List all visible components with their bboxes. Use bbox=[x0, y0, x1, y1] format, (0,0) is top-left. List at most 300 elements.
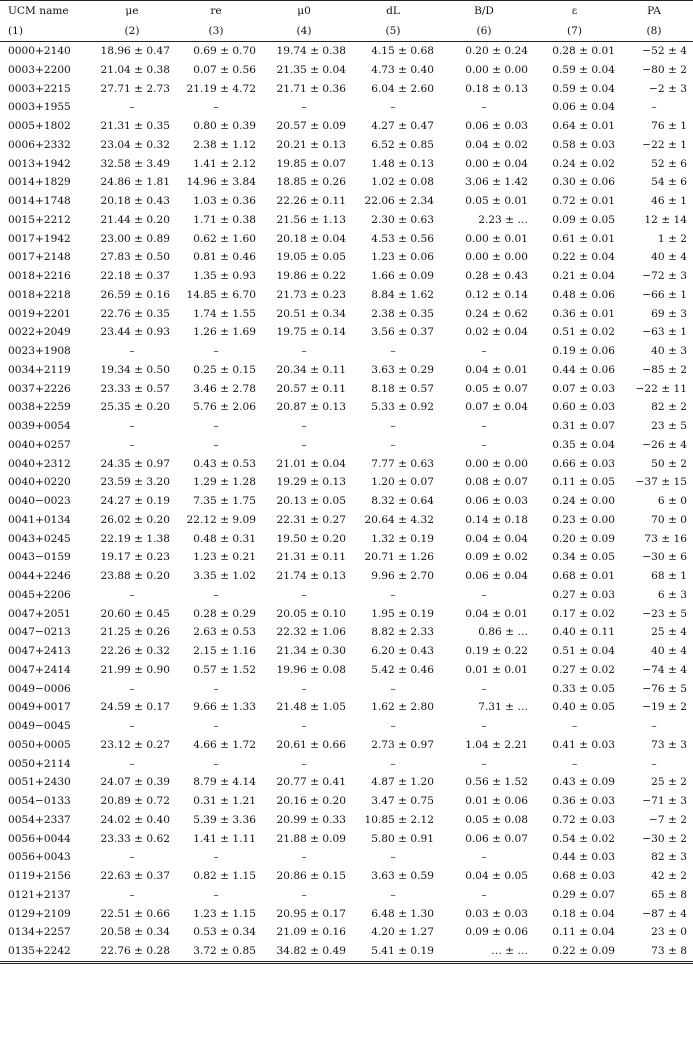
col-number-4: (4) bbox=[262, 21, 352, 42]
cell-d-l: 9.96 ± 2.70 bbox=[371, 570, 434, 582]
table-row bbox=[0, 98, 693, 117]
cell-mu-e: 19.34 ± 0.50 bbox=[100, 363, 170, 376]
cell-bulge-disk: 0.04 ± 0.01 bbox=[465, 363, 528, 376]
cell-r-e: 0.53 ± 0.34 bbox=[193, 926, 256, 939]
cell-mu-0: – bbox=[301, 420, 307, 432]
cell-pa: – bbox=[651, 757, 657, 770]
cell-ucm-name: 0047+2051 bbox=[8, 607, 71, 620]
cell-ucm-name: 0014+1748 bbox=[8, 195, 71, 207]
cell-ellipticity: 0.11 ± 0.04 bbox=[552, 926, 615, 939]
table-row bbox=[0, 323, 693, 342]
cell-mu-0: 19.96 ± 0.08 bbox=[276, 663, 346, 676]
cell-d-l: – bbox=[390, 438, 396, 451]
cell-ellipticity: 0.07 ± 0.03 bbox=[552, 382, 615, 395]
cell-ucm-name: 0049+0017 bbox=[8, 701, 71, 714]
cell-d-l: 22.06 ± 2.34 bbox=[364, 195, 434, 207]
col-header-d-l: dL bbox=[352, 1, 440, 22]
cell-pa: 68 ± 1 bbox=[651, 570, 687, 582]
cell-mu-e: 21.25 ± 0.26 bbox=[100, 626, 170, 639]
cell-d-l: 3.63 ± 0.59 bbox=[371, 870, 434, 882]
table-row bbox=[0, 661, 693, 680]
cell-bulge-disk: 0.00 ± 0.00 bbox=[465, 457, 528, 470]
cell-pa: −23 ± 5 bbox=[642, 607, 687, 620]
cell-d-l: 4.53 ± 0.56 bbox=[371, 232, 434, 245]
cell-ellipticity: 0.22 ± 0.09 bbox=[552, 945, 615, 957]
cell-ellipticity: 0.60 ± 0.03 bbox=[552, 401, 615, 414]
cell-pa: −80 ± 2 bbox=[642, 63, 687, 76]
cell-mu-0: – bbox=[301, 720, 307, 732]
col-header-mu-0: μ0 bbox=[262, 1, 352, 22]
cell-mu-0: – bbox=[301, 682, 307, 695]
table-row bbox=[0, 511, 693, 530]
cell-mu-e: 21.99 ± 0.90 bbox=[100, 663, 170, 676]
col-header-bulge-disk: B/D bbox=[440, 1, 534, 22]
cell-bulge-disk: 0.05 ± 0.07 bbox=[465, 382, 528, 395]
cell-mu-0: 20.13 ± 0.05 bbox=[276, 495, 346, 507]
cell-ucm-name: 0047+2414 bbox=[8, 663, 71, 676]
cell-mu-0: 19.85 ± 0.07 bbox=[276, 157, 346, 170]
cell-mu-0: 20.51 ± 0.34 bbox=[276, 307, 346, 320]
cell-ellipticity: 0.31 ± 0.07 bbox=[552, 420, 615, 432]
cell-mu-e: 18.96 ± 0.47 bbox=[100, 45, 170, 57]
col-header-mu-e: μe bbox=[94, 1, 176, 22]
table-row bbox=[0, 642, 693, 661]
cell-mu-e: 24.59 ± 0.17 bbox=[100, 701, 170, 714]
cell-d-l: 1.20 ± 0.07 bbox=[371, 476, 434, 489]
cell-ellipticity: 0.54 ± 0.02 bbox=[552, 832, 615, 845]
cell-mu-0: 19.50 ± 0.20 bbox=[276, 532, 346, 545]
cell-mu-e: – bbox=[129, 851, 135, 864]
table-row bbox=[0, 117, 693, 136]
cell-r-e: 3.35 ± 1.02 bbox=[193, 570, 256, 582]
cell-d-l: 8.82 ± 2.33 bbox=[371, 626, 434, 639]
cell-bulge-disk: 0.04 ± 0.04 bbox=[465, 532, 528, 545]
cell-d-l: 8.18 ± 0.57 bbox=[371, 382, 434, 395]
cell-ellipticity: 0.36 ± 0.01 bbox=[552, 307, 615, 320]
cell-bulge-disk: 0.02 ± 0.04 bbox=[465, 326, 528, 339]
table-row bbox=[0, 305, 693, 324]
header-names-row bbox=[0, 1, 693, 22]
cell-bulge-disk: 0.03 ± 0.03 bbox=[465, 907, 528, 920]
cell-ellipticity: 0.30 ± 0.06 bbox=[552, 176, 615, 189]
table-row bbox=[0, 267, 693, 286]
cell-ucm-name: 0005+1802 bbox=[8, 120, 71, 132]
table-row bbox=[0, 248, 693, 267]
cell-ellipticity: 0.20 ± 0.09 bbox=[552, 532, 615, 545]
cell-pa: −37 ± 15 bbox=[635, 476, 687, 489]
cell-d-l: 4.27 ± 0.47 bbox=[371, 120, 434, 132]
cell-d-l: 6.52 ± 0.85 bbox=[371, 138, 434, 151]
cell-d-l: 5.80 ± 0.91 bbox=[371, 832, 434, 845]
cell-bulge-disk: 0.12 ± 0.14 bbox=[465, 288, 528, 301]
cell-bulge-disk: 0.00 ± 0.01 bbox=[465, 232, 528, 245]
cell-pa: −72 ± 3 bbox=[642, 270, 687, 282]
cell-d-l: – bbox=[390, 682, 396, 695]
cell-bulge-disk: 0.06 ± 0.03 bbox=[465, 120, 528, 132]
cell-ellipticity: 0.68 ± 0.03 bbox=[552, 870, 615, 882]
cell-pa: 73 ± 16 bbox=[644, 532, 687, 545]
table-row bbox=[0, 698, 693, 717]
col-header-ellipticity: ε bbox=[534, 1, 621, 22]
cell-bulge-disk: 0.04 ± 0.05 bbox=[465, 870, 528, 882]
cell-ucm-name: 0056+0044 bbox=[8, 832, 71, 845]
cell-mu-0: 21.34 ± 0.30 bbox=[276, 645, 346, 657]
table-row bbox=[0, 773, 693, 792]
cell-r-e: 0.62 ± 1.60 bbox=[193, 232, 256, 245]
cell-r-e: 9.66 ± 1.33 bbox=[193, 701, 256, 714]
cell-mu-0: 22.32 ± 1.06 bbox=[276, 626, 346, 639]
col-number-1: (1) bbox=[0, 21, 94, 42]
cell-r-e: 14.85 ± 6.70 bbox=[186, 288, 256, 301]
cell-pa: −26 ± 4 bbox=[642, 438, 687, 451]
cell-r-e: 1.41 ± 1.11 bbox=[193, 832, 256, 845]
cell-ellipticity: 0.29 ± 0.07 bbox=[552, 888, 615, 901]
cell-d-l: 5.42 ± 0.46 bbox=[371, 663, 434, 676]
cell-r-e: 5.76 ± 2.06 bbox=[193, 401, 256, 414]
cell-mu-e: 32.58 ± 3.49 bbox=[100, 157, 170, 170]
cell-bulge-disk: 0.00 ± 0.04 bbox=[465, 157, 528, 170]
cell-ucm-name: 0044+2246 bbox=[8, 570, 71, 582]
cell-mu-e: – bbox=[129, 438, 135, 451]
cell-bulge-disk: 0.00 ± 0.00 bbox=[465, 63, 528, 76]
table-bottom-rule bbox=[0, 962, 693, 965]
cell-mu-0: 21.88 ± 0.09 bbox=[276, 832, 346, 845]
cell-r-e: 0.81 ± 0.46 bbox=[193, 251, 256, 264]
col-number-8: (8) bbox=[621, 21, 693, 42]
table-row bbox=[0, 567, 693, 586]
cell-d-l: 4.87 ± 1.20 bbox=[371, 776, 434, 789]
table-row bbox=[0, 605, 693, 624]
cell-r-e: 4.66 ± 1.72 bbox=[193, 738, 256, 751]
cell-d-l: 4.73 ± 0.40 bbox=[371, 63, 434, 76]
cell-d-l: 4.15 ± 0.68 bbox=[371, 45, 434, 57]
cell-mu-0: – bbox=[301, 345, 307, 357]
table-row bbox=[0, 586, 693, 605]
cell-pa: 82 ± 2 bbox=[651, 401, 687, 414]
cell-r-e: 1.23 ± 1.15 bbox=[193, 907, 256, 920]
cell-bulge-disk: 0.28 ± 0.43 bbox=[465, 270, 528, 282]
cell-ellipticity: 0.11 ± 0.05 bbox=[552, 476, 615, 489]
cell-pa: −30 ± 2 bbox=[642, 832, 687, 845]
cell-ellipticity: 0.51 ± 0.04 bbox=[552, 645, 615, 657]
table-row bbox=[0, 436, 693, 455]
cell-mu-e: 26.02 ± 0.20 bbox=[100, 513, 170, 526]
cell-bulge-disk: 1.04 ± 2.21 bbox=[465, 738, 528, 751]
cell-ellipticity: 0.44 ± 0.06 bbox=[552, 363, 615, 376]
table-row bbox=[0, 848, 693, 867]
table-row bbox=[0, 398, 693, 417]
cell-r-e: 1.41 ± 2.12 bbox=[193, 157, 256, 170]
cell-ucm-name: 0013+1942 bbox=[8, 157, 71, 170]
cell-ellipticity: – bbox=[571, 720, 578, 732]
cell-ucm-name: 0041+0134 bbox=[8, 513, 71, 526]
cell-mu-e: 24.02 ± 0.40 bbox=[100, 813, 170, 826]
cell-mu-e: – bbox=[129, 682, 135, 695]
table-row bbox=[0, 905, 693, 924]
cell-d-l: 4.20 ± 1.27 bbox=[371, 926, 434, 939]
cell-ucm-name: 0047−0213 bbox=[8, 626, 71, 639]
cell-mu-0: 21.73 ± 0.23 bbox=[276, 288, 346, 301]
cell-r-e: 1.35 ± 0.93 bbox=[193, 270, 256, 282]
cell-ucm-name: 0050+2114 bbox=[8, 757, 71, 770]
cell-mu-e: 20.89 ± 0.72 bbox=[100, 795, 170, 807]
cell-mu-e: 22.18 ± 0.37 bbox=[100, 270, 170, 282]
cell-pa: 6 ± 0 bbox=[657, 495, 687, 507]
cell-r-e: 0.57 ± 1.52 bbox=[193, 663, 256, 676]
cell-ellipticity: 0.72 ± 0.01 bbox=[552, 195, 615, 207]
cell-ellipticity: 0.24 ± 0.00 bbox=[552, 495, 615, 507]
cell-pa: – bbox=[651, 720, 657, 732]
cell-bulge-disk: 0.00 ± 0.00 bbox=[465, 251, 528, 264]
cell-ucm-name: 0054+2337 bbox=[8, 813, 71, 826]
cell-ellipticity: 0.34 ± 0.05 bbox=[552, 551, 615, 564]
cell-pa: −22 ± 1 bbox=[642, 138, 687, 151]
cell-mu-0: 21.48 ± 1.05 bbox=[276, 701, 346, 714]
cell-mu-0: 22.31 ± 0.27 bbox=[276, 513, 346, 526]
cell-mu-e: 23.04 ± 0.32 bbox=[100, 138, 170, 151]
table-row bbox=[0, 230, 693, 249]
table-row bbox=[0, 792, 693, 811]
cell-pa: −2 ± 3 bbox=[649, 82, 687, 95]
cell-bulge-disk: – bbox=[481, 720, 487, 732]
cell-mu-0: 20.99 ± 0.33 bbox=[276, 813, 346, 826]
cell-mu-0: – bbox=[301, 757, 307, 770]
cell-mu-e: 23.12 ± 0.27 bbox=[100, 738, 170, 751]
cell-mu-0: 20.86 ± 0.15 bbox=[276, 870, 346, 882]
cell-bulge-disk: – bbox=[481, 757, 487, 770]
cell-mu-e: 21.31 ± 0.35 bbox=[100, 120, 170, 132]
cell-ucm-name: 0014+1829 bbox=[8, 176, 71, 189]
cell-ucm-name: 0018+2216 bbox=[8, 270, 71, 282]
cell-bulge-disk: 0.05 ± 0.01 bbox=[465, 195, 528, 207]
cell-pa: −71 ± 3 bbox=[642, 795, 687, 807]
cell-bulge-disk: 0.56 ± 1.52 bbox=[465, 776, 528, 789]
cell-pa: – bbox=[651, 101, 657, 114]
cell-bulge-disk: – bbox=[481, 438, 487, 451]
cell-d-l: 3.47 ± 0.75 bbox=[371, 795, 434, 807]
cell-d-l: – bbox=[390, 757, 396, 770]
cell-d-l: – bbox=[390, 720, 396, 732]
cell-r-e: 2.15 ± 1.16 bbox=[193, 645, 256, 657]
cell-mu-e: 23.33 ± 0.57 bbox=[100, 382, 170, 395]
cell-mu-0: – bbox=[301, 588, 307, 601]
cell-pa: 23 ± 5 bbox=[651, 420, 687, 432]
cell-r-e: – bbox=[213, 682, 219, 695]
cell-ellipticity: 0.68 ± 0.01 bbox=[552, 570, 615, 582]
table-row bbox=[0, 717, 693, 736]
cell-bulge-disk: … ± … bbox=[491, 945, 528, 957]
cell-bulge-disk: 0.24 ± 0.62 bbox=[465, 307, 528, 320]
cell-ellipticity: 0.51 ± 0.02 bbox=[552, 326, 615, 339]
cell-ucm-name: 0129+2109 bbox=[8, 907, 71, 920]
cell-ucm-name: 0134+2257 bbox=[8, 926, 71, 939]
cell-pa: −19 ± 2 bbox=[642, 701, 687, 714]
cell-mu-0: – bbox=[301, 851, 307, 864]
cell-ucm-name: 0040+0220 bbox=[8, 476, 71, 489]
cell-d-l: – bbox=[390, 851, 396, 864]
cell-r-e: 2.63 ± 0.53 bbox=[193, 626, 256, 639]
cell-d-l: 2.38 ± 0.35 bbox=[371, 307, 434, 320]
cell-mu-0: 19.86 ± 0.22 bbox=[276, 270, 346, 282]
cell-d-l: 10.85 ± 2.12 bbox=[364, 813, 434, 826]
table-row bbox=[0, 155, 693, 174]
cell-d-l: 2.30 ± 0.63 bbox=[371, 213, 434, 226]
cell-mu-0: 19.29 ± 0.13 bbox=[276, 476, 346, 489]
cell-r-e: 0.25 ± 0.15 bbox=[193, 363, 256, 376]
table-row bbox=[0, 530, 693, 549]
cell-pa: 69 ± 3 bbox=[651, 307, 687, 320]
cell-mu-0: 22.26 ± 0.11 bbox=[276, 195, 346, 207]
table-header bbox=[0, 1, 693, 42]
cell-bulge-disk: 0.14 ± 0.18 bbox=[465, 513, 528, 526]
cell-pa: 25 ± 4 bbox=[651, 626, 687, 639]
cell-ellipticity: 0.43 ± 0.09 bbox=[552, 776, 615, 789]
cell-ellipticity: 0.06 ± 0.04 bbox=[552, 101, 615, 114]
table-row bbox=[0, 548, 693, 567]
table-row bbox=[0, 286, 693, 305]
cell-mu-e: – bbox=[129, 588, 135, 601]
cell-bulge-disk: 7.31 ± … bbox=[478, 701, 528, 714]
cell-mu-e: – bbox=[129, 757, 135, 770]
cell-mu-e: – bbox=[129, 420, 135, 432]
cell-pa: −22 ± 11 bbox=[635, 382, 687, 395]
cell-r-e: 1.71 ± 0.38 bbox=[193, 213, 256, 226]
bottom-double-rule bbox=[0, 962, 693, 965]
cell-ellipticity: 0.23 ± 0.00 bbox=[552, 513, 615, 526]
cell-ucm-name: 0040+0257 bbox=[8, 438, 71, 451]
cell-pa: −66 ± 1 bbox=[642, 288, 687, 301]
cell-ellipticity: 0.27 ± 0.03 bbox=[552, 588, 615, 601]
cell-bulge-disk: – bbox=[481, 588, 487, 601]
cell-ucm-name: 0056+0043 bbox=[8, 851, 71, 864]
cell-ucm-name: 0049−0045 bbox=[8, 720, 71, 732]
col-number-7: (7) bbox=[534, 21, 621, 42]
cell-mu-e: 27.83 ± 0.50 bbox=[100, 251, 170, 264]
cell-mu-e: 23.33 ± 0.62 bbox=[100, 832, 170, 845]
cell-pa: −7 ± 2 bbox=[649, 813, 687, 826]
cell-pa: −52 ± 4 bbox=[642, 45, 687, 57]
table-row bbox=[0, 473, 693, 492]
cell-bulge-disk: 0.01 ± 0.06 bbox=[465, 795, 528, 807]
cell-ucm-name: 0043−0159 bbox=[8, 551, 71, 564]
cell-d-l: 20.71 ± 1.26 bbox=[364, 551, 434, 564]
cell-r-e: 0.31 ± 1.21 bbox=[193, 795, 256, 807]
cell-r-e: 0.48 ± 0.31 bbox=[193, 532, 256, 545]
cell-mu-0: 20.34 ± 0.11 bbox=[276, 363, 346, 376]
cell-pa: 23 ± 0 bbox=[651, 926, 687, 939]
cell-r-e: – bbox=[213, 345, 219, 357]
cell-bulge-disk: 0.09 ± 0.02 bbox=[465, 551, 528, 564]
cell-mu-0: 20.61 ± 0.66 bbox=[276, 738, 346, 751]
cell-ellipticity: 0.22 ± 0.04 bbox=[552, 251, 615, 264]
cell-d-l: 1.23 ± 0.06 bbox=[371, 251, 434, 264]
cell-ellipticity: 0.58 ± 0.03 bbox=[552, 138, 615, 151]
cell-mu-e: – bbox=[129, 345, 135, 357]
cell-r-e: 0.43 ± 0.53 bbox=[193, 457, 256, 470]
cell-ellipticity: 0.66 ± 0.03 bbox=[552, 457, 615, 470]
cell-d-l: 1.02 ± 0.08 bbox=[371, 176, 434, 189]
cell-r-e: 1.29 ± 1.28 bbox=[193, 476, 256, 489]
cell-d-l: – bbox=[390, 888, 396, 901]
table-row bbox=[0, 192, 693, 211]
cell-mu-0: 34.82 ± 0.49 bbox=[276, 945, 346, 957]
table-row bbox=[0, 680, 693, 699]
table-row bbox=[0, 755, 693, 774]
cell-pa: 73 ± 3 bbox=[651, 738, 687, 751]
cell-pa: 70 ± 0 bbox=[651, 513, 687, 526]
cell-pa: 54 ± 6 bbox=[651, 176, 687, 189]
cell-d-l: – bbox=[390, 101, 396, 114]
table-row bbox=[0, 623, 693, 642]
table-row bbox=[0, 492, 693, 511]
cell-r-e: – bbox=[213, 888, 219, 901]
cell-ucm-name: 0003+1955 bbox=[8, 101, 71, 114]
cell-mu-0: 21.56 ± 1.13 bbox=[276, 213, 346, 226]
cell-ellipticity: 0.44 ± 0.03 bbox=[552, 851, 615, 864]
cell-bulge-disk: – bbox=[481, 851, 487, 864]
cell-r-e: – bbox=[213, 101, 219, 114]
cell-mu-0: – bbox=[301, 101, 307, 114]
cell-mu-0: 20.77 ± 0.41 bbox=[276, 776, 346, 789]
cell-mu-0: – bbox=[301, 888, 307, 901]
table-row bbox=[0, 136, 693, 155]
table-row bbox=[0, 80, 693, 99]
cell-d-l: 6.48 ± 1.30 bbox=[371, 907, 434, 920]
cell-ellipticity: 0.33 ± 0.05 bbox=[552, 682, 615, 695]
cell-ellipticity: 0.72 ± 0.03 bbox=[552, 813, 615, 826]
header-numbers-row bbox=[0, 21, 693, 42]
cell-ellipticity: 0.35 ± 0.04 bbox=[552, 438, 615, 451]
cell-mu-e: 23.00 ± 0.89 bbox=[100, 232, 170, 245]
cell-mu-0: 20.95 ± 0.17 bbox=[276, 907, 346, 920]
cell-pa: 65 ± 8 bbox=[651, 888, 687, 901]
cell-mu-0: 20.57 ± 0.09 bbox=[276, 120, 346, 132]
cell-d-l: 6.20 ± 0.43 bbox=[371, 645, 434, 657]
cell-d-l: 3.63 ± 0.29 bbox=[371, 363, 434, 376]
cell-r-e: 14.96 ± 3.84 bbox=[186, 176, 256, 189]
cell-r-e: 21.19 ± 4.72 bbox=[186, 82, 256, 95]
cell-ucm-name: 0040−0023 bbox=[8, 495, 71, 507]
cell-r-e: – bbox=[213, 438, 219, 451]
col-number-5: (5) bbox=[352, 21, 440, 42]
cell-bulge-disk: 0.18 ± 0.13 bbox=[465, 82, 528, 95]
cell-ellipticity: 0.41 ± 0.03 bbox=[552, 738, 615, 751]
cell-mu-0: – bbox=[301, 438, 307, 451]
cell-pa: 46 ± 1 bbox=[651, 195, 687, 207]
cell-ucm-name: 0003+2215 bbox=[8, 82, 71, 95]
cell-mu-e: 24.86 ± 1.81 bbox=[100, 176, 170, 189]
cell-ucm-name: 0017+2148 bbox=[8, 251, 71, 264]
table-row bbox=[0, 173, 693, 192]
cell-ucm-name: 0018+2218 bbox=[8, 288, 71, 301]
cell-ucm-name: 0034+2119 bbox=[8, 363, 71, 376]
cell-bulge-disk: – bbox=[481, 345, 487, 357]
cell-r-e: 0.69 ± 0.70 bbox=[193, 45, 256, 57]
cell-pa: 40 ± 4 bbox=[651, 251, 687, 264]
cell-ucm-name: 0038+2259 bbox=[8, 401, 71, 414]
cell-ucm-name: 0047+2413 bbox=[8, 645, 71, 657]
cell-pa: 40 ± 4 bbox=[651, 645, 687, 657]
cell-ucm-name: 0022+2049 bbox=[8, 326, 71, 339]
table-row bbox=[0, 42, 693, 61]
table-row bbox=[0, 942, 693, 962]
table-row bbox=[0, 211, 693, 230]
table-row bbox=[0, 867, 693, 886]
col-header-r-e: re bbox=[176, 1, 262, 22]
cell-bulge-disk: 0.04 ± 0.01 bbox=[465, 607, 528, 620]
cell-bulge-disk: 0.07 ± 0.04 bbox=[465, 401, 528, 414]
cell-r-e: – bbox=[213, 720, 219, 732]
